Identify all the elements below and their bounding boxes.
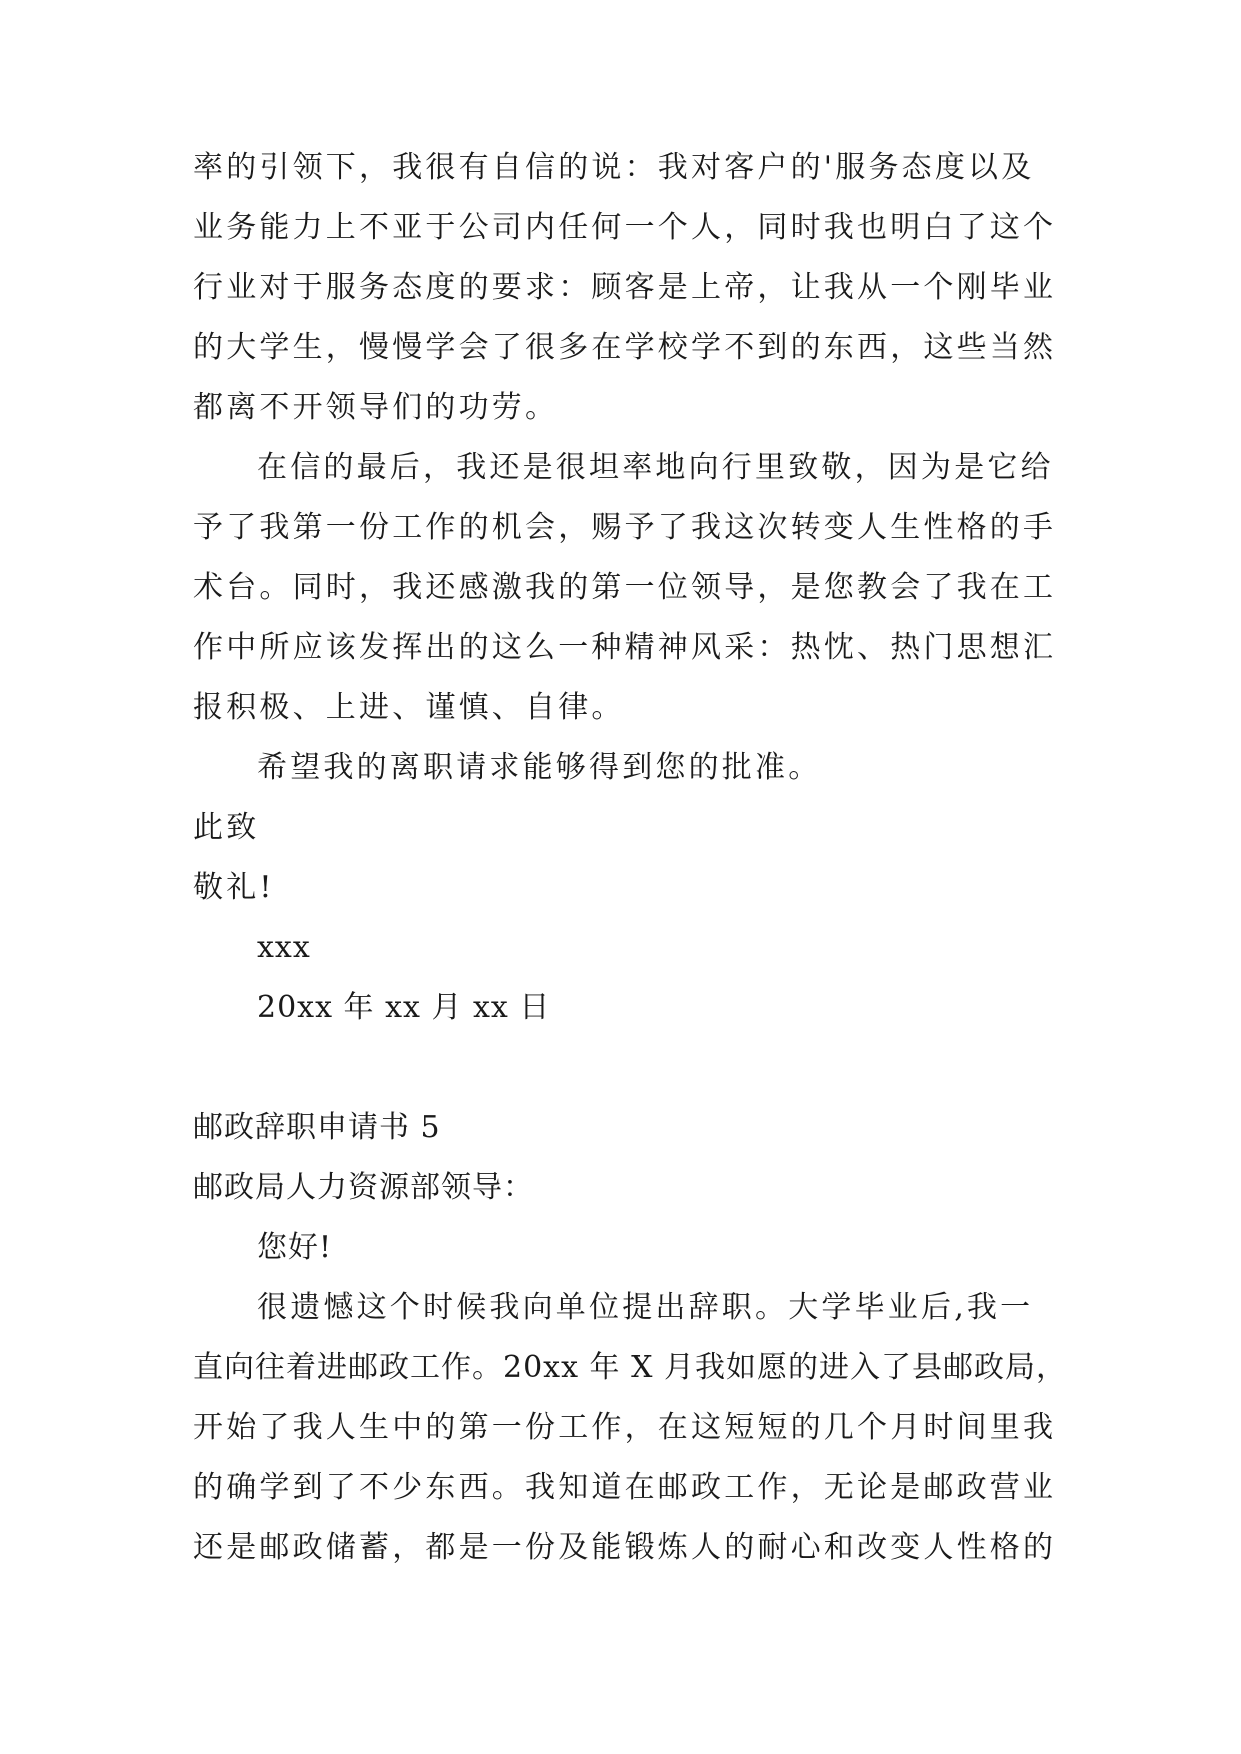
paragraph-start-line: 希望我的离职请求能够得到您的批准。: [257, 750, 822, 785]
text-line: 术台。同时，我还感激我的第一位领导，是您教会了我在工: [193, 570, 1057, 605]
text-line: 直向往着进邮政工作。20xx 年 X 月我如愿的进入了县邮政局，: [193, 1350, 1067, 1385]
text-line: 还是邮政储蓄，都是一份及能锻炼人的耐心和改变人性格的: [193, 1530, 1057, 1565]
closing-salutation: 此致: [193, 810, 260, 845]
text-line: 作中所应该发挥出的这么一种精神风采：热忱、热门思想汇: [193, 630, 1057, 665]
document-title: 邮政辞职申请书 5: [193, 1110, 441, 1145]
paragraph-start-line: 很遗憾这个时候我向单位提出辞职。大学毕业后,我一: [257, 1290, 1034, 1325]
text-line: 都离不开领导们的功劳。: [193, 390, 559, 425]
text-line: 业务能力上不亚于公司内任何一个人，同时我也明白了这个: [193, 210, 1057, 245]
text-line: 的确学到了不少东西。我知道在邮政工作，无论是邮政营业: [193, 1470, 1057, 1505]
text-line: 的大学生，慢慢学会了很多在学校学不到的东西，这些当然: [193, 330, 1057, 365]
text-line: 开始了我人生中的第一份工作，在这短短的几个月时间里我: [193, 1410, 1057, 1445]
letter-recipient: 邮政局人力资源部领导：: [193, 1170, 534, 1205]
text-line: 予了我第一份工作的机会，赐予了我这次转变人生性格的手: [193, 510, 1057, 545]
text-line: 报积极、上进、谨慎、自律。: [193, 690, 625, 725]
text-line: 率的引领下，我很有自信的说：我对客户的'服务态度以及: [193, 150, 1035, 185]
signature-date: 20xx 年 xx 月 xx 日: [257, 990, 551, 1025]
signature-name: xxx: [257, 930, 311, 965]
paragraph-start-line: 在信的最后，我还是很坦率地向行里致敬，因为是它给: [257, 450, 1054, 485]
text-line: 行业对于服务态度的要求：顾客是上帝，让我从一个刚毕业: [193, 270, 1057, 305]
closing-regards: 敬礼!: [193, 870, 275, 905]
letter-greeting: 您好!: [257, 1230, 333, 1265]
